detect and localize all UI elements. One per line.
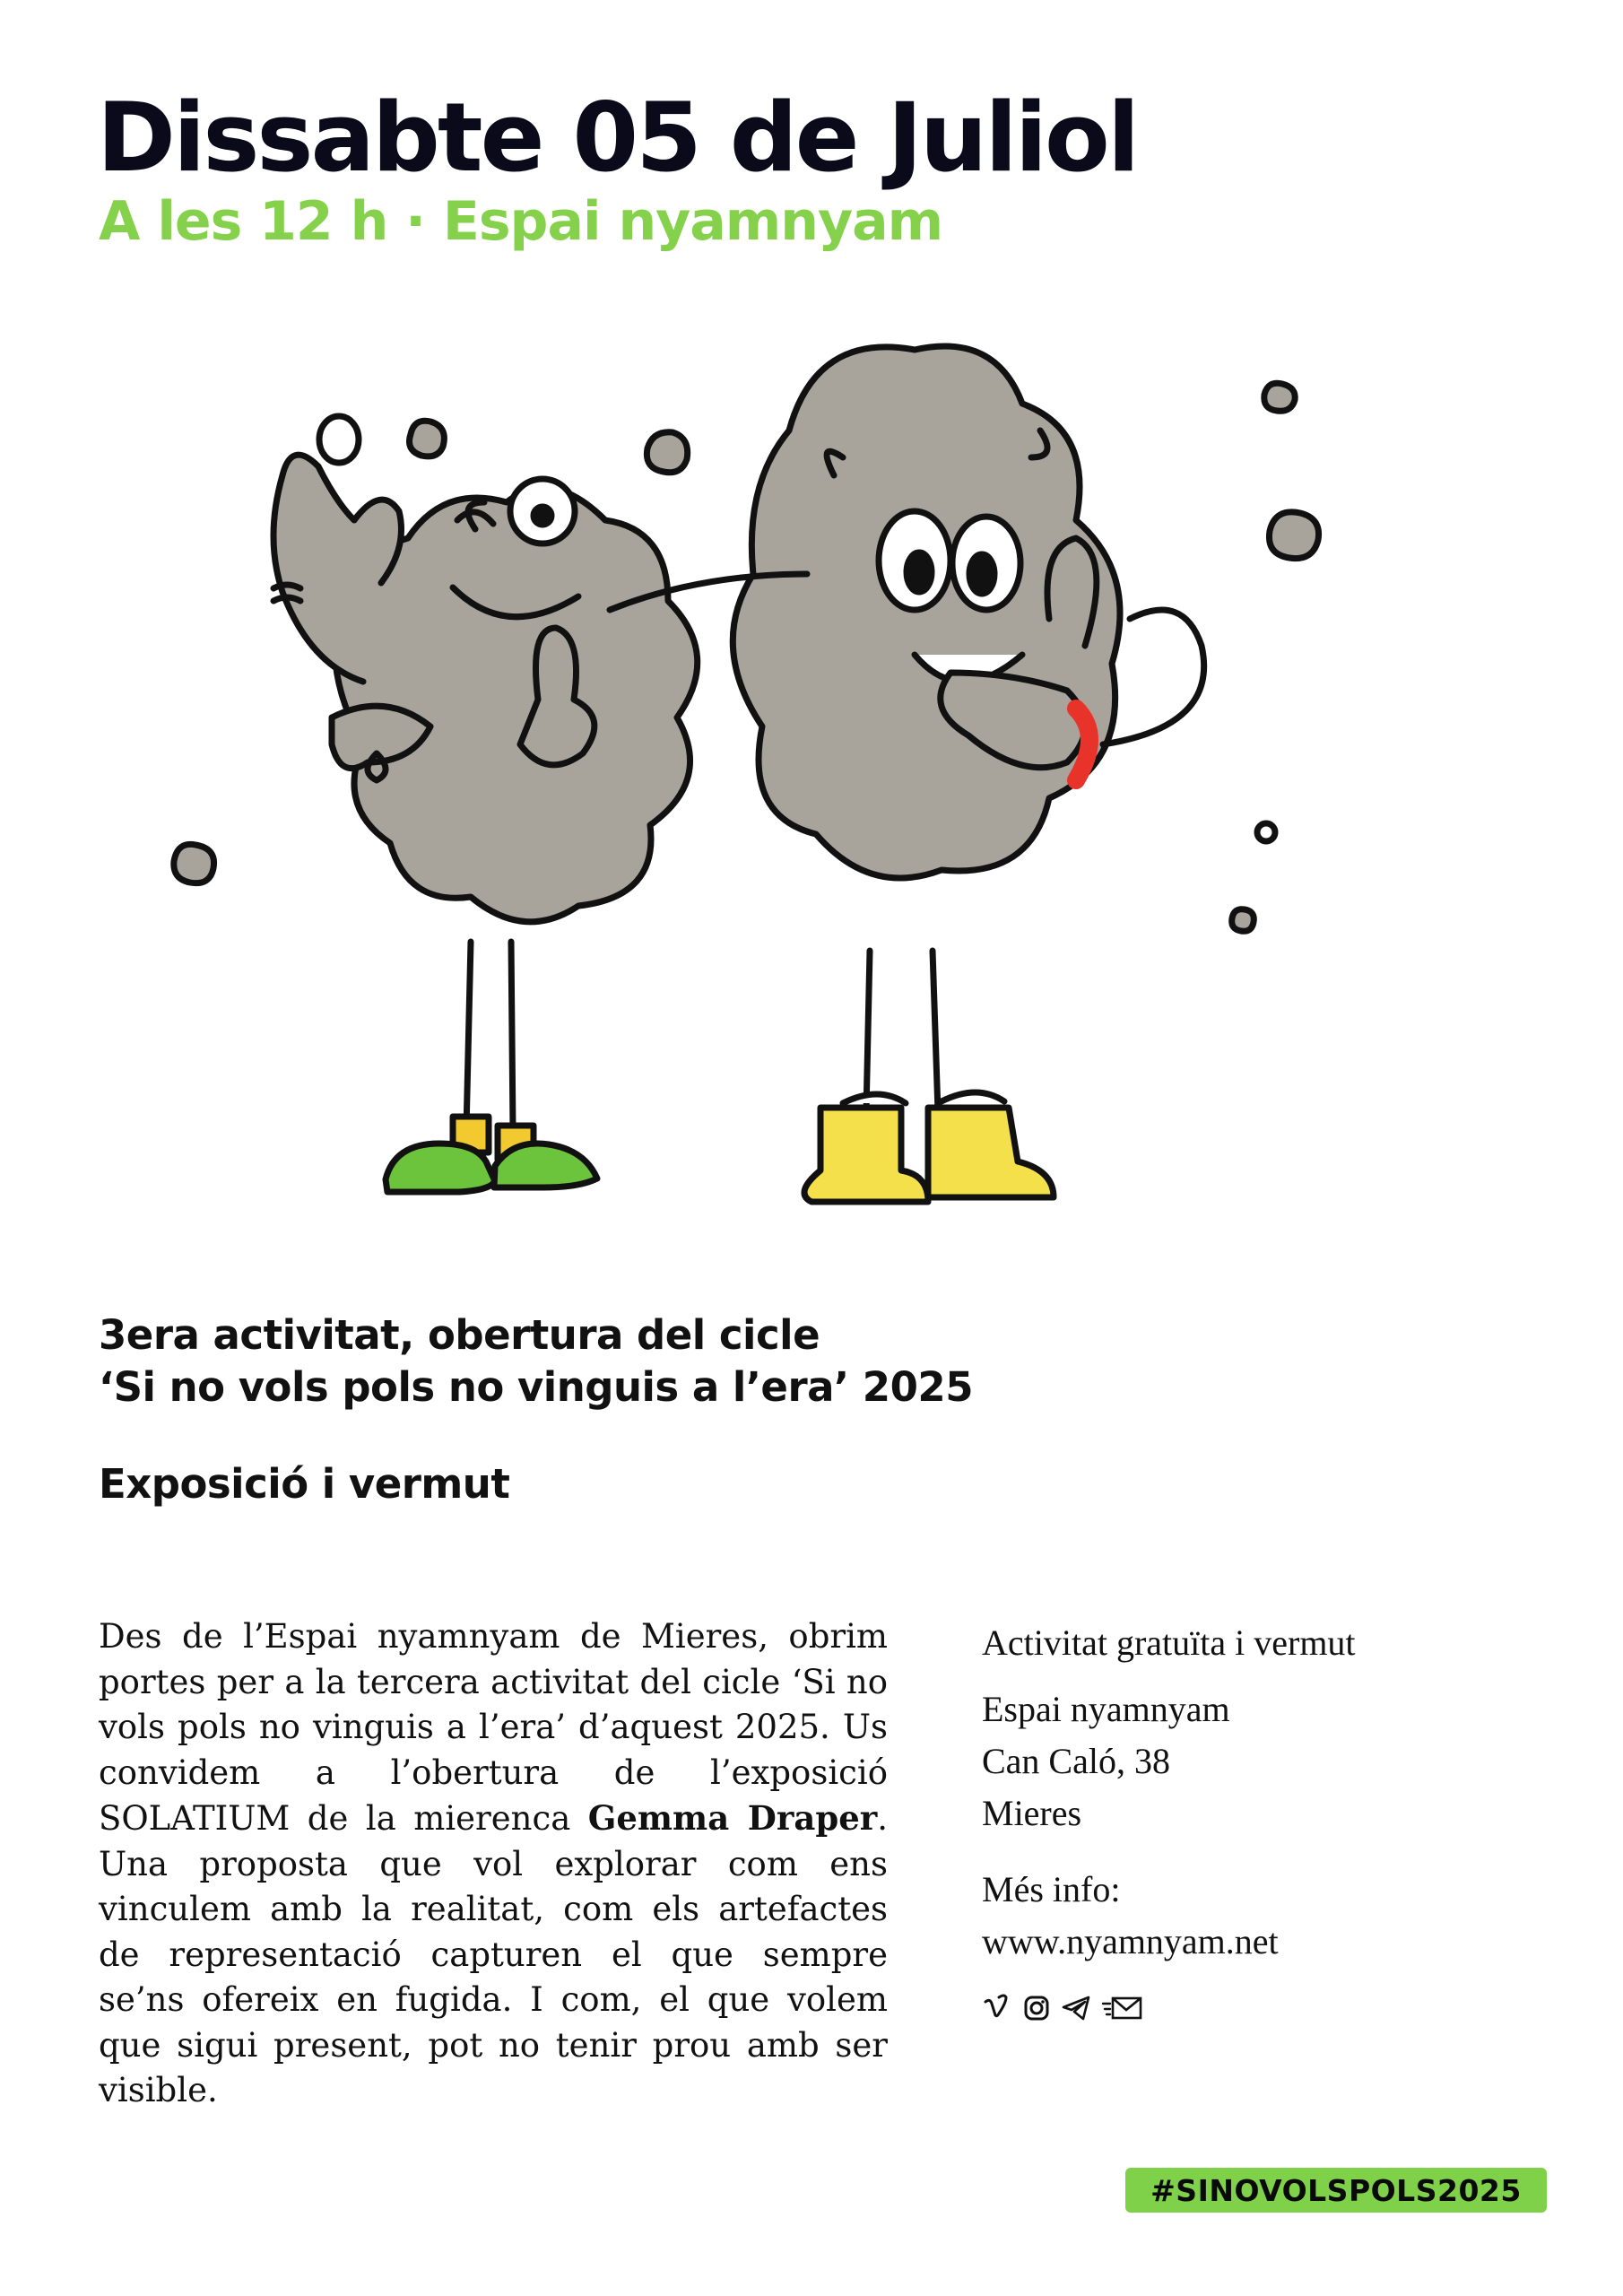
description-intro: Des de l’Espai nyamnyam de Mieres, obrim portes per a la tercera activitat del cicle ‘Si no vols pols no vinguis a l’era’ d’aquest 2025. Us convidem a l’obertura de l’exposició SOLATIUM de la mierenca bbox=[99, 1617, 888, 1838]
venue-address: Can Caló, 38 bbox=[982, 1741, 1170, 1781]
event-type-heading: Exposició i vermut bbox=[99, 1460, 510, 1508]
dust-characters-illustration bbox=[161, 323, 1363, 1229]
description-rest: . Una proposta que vol explorar com ens vinculem amb la realitat, com els artefactes de representació capturen el que sempre se’ns ofereix en fugida. I com, el que volem que sigui present, pot no tenir prou amb ser visible. bbox=[99, 1799, 888, 2109]
website-link[interactable]: www.nyamnyam.net bbox=[982, 1921, 1279, 1961]
telegram-icon[interactable] bbox=[1061, 1993, 1091, 2023]
email-icon[interactable] bbox=[1100, 1993, 1143, 2023]
hashtag-badge: #SINOVOLSPOLS2025 bbox=[1125, 2168, 1547, 2213]
left-dust-character bbox=[273, 416, 698, 1192]
right-dust-character bbox=[610, 346, 1204, 1202]
activity-heading: 3era activitat, obertura del cicle bbox=[99, 1311, 820, 1359]
free-activity-note: Activitat gratuïta i vermut bbox=[982, 1622, 1356, 1663]
artist-name: Gemma Draper bbox=[587, 1798, 878, 1838]
more-info-label: Més info: bbox=[982, 1869, 1121, 1909]
event-description bbox=[99, 1614, 888, 2114]
event-time-venue: A les 12 h · Espai nyamnyam bbox=[99, 190, 943, 253]
cycle-title-heading: ‘Si no vols pols no vinguis a l’era’ 2025 bbox=[99, 1363, 974, 1411]
venue-town: Mieres bbox=[982, 1793, 1082, 1833]
event-date-title: Dissabte 05 de Juliol bbox=[97, 83, 1138, 193]
instagram-icon[interactable] bbox=[1021, 1993, 1052, 2023]
social-icons bbox=[982, 1993, 1143, 2023]
venue-name: Espai nyamnyam bbox=[982, 1689, 1230, 1729]
vimeo-icon[interactable] bbox=[982, 1993, 1012, 2023]
